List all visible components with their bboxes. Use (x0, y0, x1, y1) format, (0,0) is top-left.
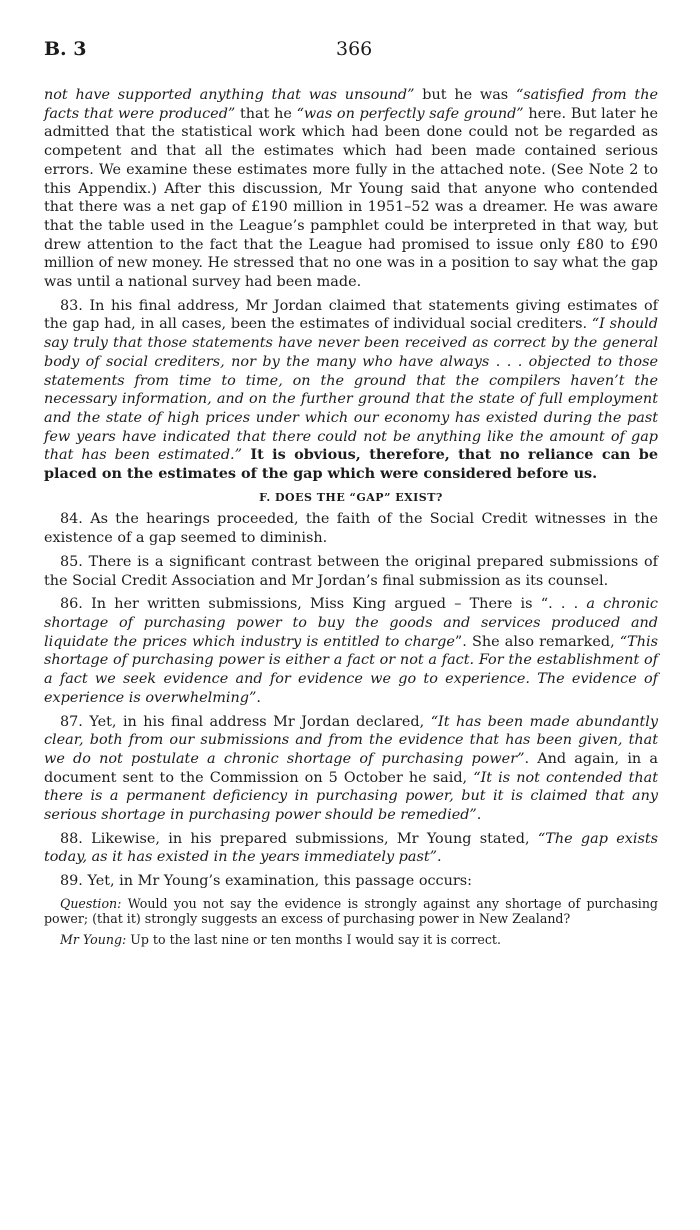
quote: not have supported anything that was unsound” (44, 87, 415, 103)
text: 83. In his final address, Mr Jordan claimed that statements giving estimates of the gap had, in all cases, been the estimates of individual social crediters. (44, 297, 658, 333)
paragraph-83 (44, 297, 658, 484)
text: . And again, in a document sent to the Commission on 5 October he said, (44, 750, 658, 786)
text: ”. She also remarked, (454, 633, 620, 650)
quote: “was on perfectly safe ground” (296, 105, 524, 122)
answer-text: Up to the last nine or ten months I would say it is correct. (126, 931, 501, 947)
examination-answer (44, 932, 658, 948)
text: that he (235, 105, 297, 122)
answer-label: Mr Young: (60, 931, 127, 947)
section-heading-f: F. DOES THE “GAP” EXIST? (259, 490, 443, 504)
quote: a chronic shortage of purchasing power to buy the goods and services produced and liquidate the prices which industry is entitled to charge (44, 596, 658, 650)
text: 87. Yet, in his final address Mr Jordan declared, (60, 713, 431, 730)
text: . (256, 689, 261, 706)
page-number: 366 (336, 38, 373, 60)
quote: “This shortage of purchasing power is either a fact or not a fact. For the establishment of a fact we seek evidence and for evidence we go to experience. The evidence of experience is overwhelming” (44, 633, 658, 706)
paragraph-87 (44, 713, 658, 825)
quote: “The gap exists today, as it has existed in the years immediately past” (44, 830, 658, 866)
bold-conclusion: It is obvious, therefore, that no reliance can be placed on the estimates of the gap which were considered before us. (44, 446, 658, 483)
quote: “It has been made abundantly clear, both from our submissions and from the evidence that has been given, that we do not postulate a chronic shortage of purchasing power” (44, 713, 658, 767)
quote: “It is not contended that there is a permanent deficiency in purchasing power, but it is claimed that any serious shortage in purchasing power should be remedied” (44, 769, 658, 824)
text: but he was (414, 87, 516, 103)
body-text (44, 86, 658, 947)
page-header (44, 38, 658, 86)
paragraph-88 (44, 830, 658, 867)
examination-question (44, 896, 658, 927)
text: 88. Likewise, in his prepared submissions, Mr Young stated, (60, 830, 538, 847)
paragraph-84: 84. As the hearings proceeded, the faith of the Social Credit witnesses in the existence of a gap seemed to diminish. (44, 511, 658, 547)
document-reference: B. 3 (44, 38, 87, 60)
paragraph-86 (44, 595, 658, 707)
question-label: Question: (60, 895, 122, 911)
question-text: Would you not say the evidence is strongly against any shortage of purchasing power; (that it) strongly suggests an excess of purchasing power in New Zealand? (44, 895, 658, 927)
paragraph-85: 85. There is a significant contrast between the original prepared submissions of the Social Credit Association and Mr Jordan’s final submission as its counsel. (44, 553, 658, 589)
text: 86. In her written submissions, Miss King argued – There is “. . . (60, 596, 587, 613)
text: . (437, 849, 442, 866)
paragraph-continued (44, 86, 658, 292)
text: here. But later he admitted that the statistical work which had been done could not be regarded as competent and that all the estimates which had been made contained serious errors. We examine these estimates more fully in the attached note. (See Note 2 to this Appendix.) After this discussion, Mr Young said that anyone who contended that there was a net gap of £190 million in 1951–52 was a dreamer. He was aware that the table used in the League’s pamphlet could be interpreted in that way, but drew attention to the fact that the League had promised to issue only £80 to £90 million of new money. He stressed that no one was in a position to say what the gap was until a national survey had been made. (44, 105, 658, 291)
quote: “I should say truly that those statements have never been received as correct by the general body of social crediters, nor by the many who have always . . . objected to those statements from time to time, on the ground that the compilers haven’t the necessary information, and on the further ground that the state of full employment and the state of high prices under which our economy has existed during the past few years have indicated that there could not be anything like the amount of gap that has been estimated.” (44, 316, 658, 464)
text: . (476, 807, 482, 824)
paragraph-89: 89. Yet, in Mr Young’s examination, this passage occurs: (60, 873, 472, 890)
quote: “satisfied from the facts that were produced” (44, 87, 658, 122)
